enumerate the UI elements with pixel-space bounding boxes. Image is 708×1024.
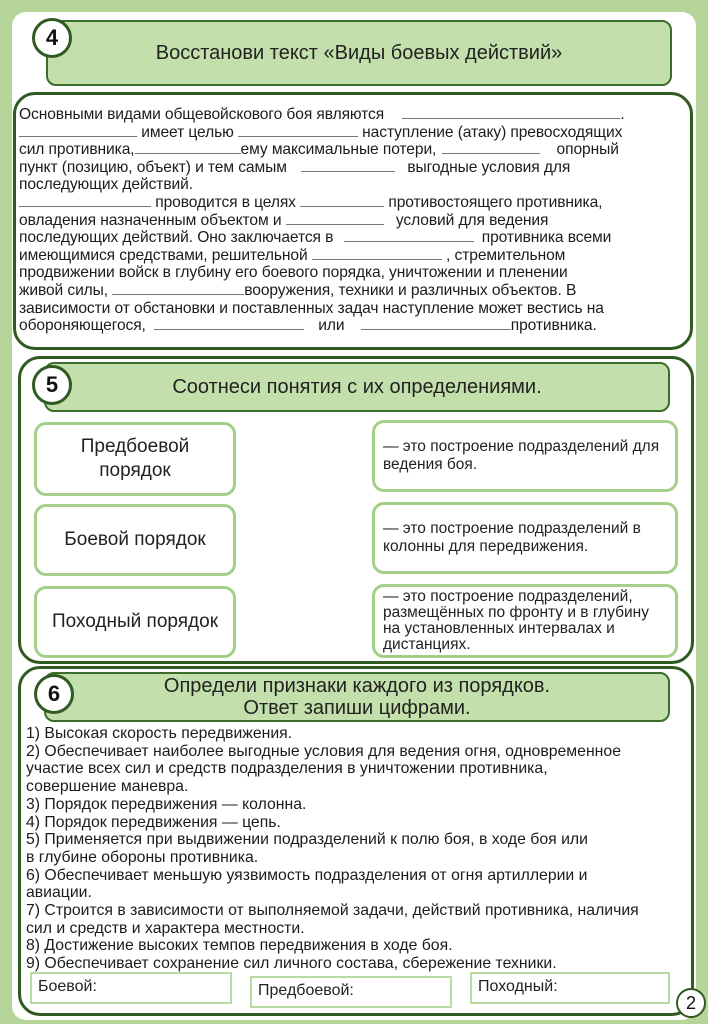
definition-card[interactable] [372, 420, 678, 492]
task4-number: 4 [45, 25, 59, 50]
task6-item: 6) Обеспечивает меньшую уязвимость подразделения от огня артиллерии и [26, 866, 588, 884]
term-card[interactable] [34, 422, 236, 496]
answer-blank[interactable] [442, 142, 540, 154]
term-card[interactable] [34, 586, 236, 658]
definition-text: — это построение подразделений для ведения боя. [383, 438, 660, 473]
task4-line: пункт (позицию, объект) и тем самым выгодные условия для [19, 158, 571, 176]
answer-blank[interactable] [312, 248, 442, 260]
answer-blank[interactable] [19, 125, 137, 137]
task6-item: участие всех сил и средств подразделения в уничтожении противника, [26, 760, 548, 778]
page-number-text: 2 [685, 992, 696, 1013]
definition-text: — это построение подразделений, размещённых по фронту и в глубину на установленных интервалах и дистанциях. [383, 588, 649, 653]
task4-line: обороняющегося, или противника. [19, 317, 597, 335]
task4-line: последующих действий. Оно заключается в противника всеми [19, 229, 612, 247]
task5-title: Соотнеси понятия с их определениями. [172, 376, 542, 398]
task4-text [19, 106, 683, 335]
task6-item: 8) Достижение высоких темпов передвижения в ходе боя. [26, 937, 453, 955]
answer-blank[interactable] [301, 160, 395, 172]
term-card[interactable] [34, 504, 236, 576]
task6-title-line1: Определи признаки каждого из порядков. [163, 675, 551, 697]
task6-item: 9) Обеспечивает сохранение сил личного состава, сбережение техники. [26, 955, 557, 973]
task6-item: 7) Строится в зависимости от выполняемой задачи, действий противника, наличия [26, 902, 639, 920]
answer-blank[interactable] [19, 195, 151, 207]
term-label: Походный порядок [51, 611, 219, 632]
task4-line: зависимости от обстановки и поставленных задач наступление может вестись на [19, 299, 604, 317]
task4-line: проводится в целях противостоящего противника, [19, 194, 683, 212]
answer-blank[interactable] [286, 213, 384, 225]
answer-blank[interactable] [361, 318, 511, 330]
task4-line: Основными видами общевойскового боя являются . [19, 106, 625, 123]
definition-card[interactable] [372, 584, 678, 658]
definition-text: — это построение подразделений в колонны для передвижения. [383, 520, 641, 555]
definition-card[interactable] [372, 502, 678, 574]
task4-number-badge [32, 18, 72, 58]
task4-line: сил противника, ему максимальные потери, опорный [19, 141, 619, 159]
task4-line: продвижении войск в глубину его боевого порядка, уничтожении и пленении [19, 264, 568, 282]
task6-header [44, 672, 670, 722]
task6-number-badge [34, 674, 74, 714]
task5-number: 5 [45, 372, 59, 397]
task4-header [46, 20, 672, 86]
task6-item: в глубине обороны противника. [26, 848, 259, 866]
task6-item: авиации. [26, 884, 92, 902]
answer-blank[interactable] [238, 125, 358, 137]
page-number [676, 988, 706, 1018]
answer-blank[interactable] [112, 283, 244, 295]
task6-item: сил и средств и характера местности. [26, 919, 305, 937]
task4-line: имеет целью наступление (атаку) превосходящих [19, 124, 683, 142]
answer-label: Боевой: [38, 978, 97, 995]
answer-blank[interactable] [344, 230, 474, 242]
answer-blank[interactable] [154, 318, 304, 330]
task5-number-badge [32, 365, 72, 405]
task4-line: имеющимися средствами, решительной , стремительном [19, 246, 566, 264]
task6-title-line2: Ответ запиши цифрами. [243, 697, 471, 719]
task6-number: 6 [47, 681, 61, 706]
answer-blank[interactable] [135, 142, 241, 154]
term-label: Боевой порядок [64, 529, 206, 550]
term-label: Предбоевой порядок [80, 436, 190, 481]
task6-item: 4) Порядок передвижения — цепь. [26, 813, 281, 831]
answer-label: Предбоевой: [258, 982, 354, 999]
task6-list [26, 725, 690, 973]
task6-item: 2) Обеспечивает наиболее выгодные условия для ведения огня, одновременное [26, 742, 621, 760]
answer-blank[interactable] [300, 195, 384, 207]
task5-header [44, 362, 670, 412]
task4-line: живой силы, вооружения, техники и различных объектов. В [19, 281, 577, 299]
answer-box-combat[interactable] [30, 972, 232, 1004]
task4-line: последующих действий. [19, 176, 193, 194]
answer-box-march[interactable] [470, 972, 670, 1004]
task6-item: 1) Высокая скорость передвижения. [26, 725, 293, 742]
answer-blank[interactable] [402, 107, 620, 119]
task6-item: 5) Применяется при выдвижении подразделений к полю боя, в ходе боя или [26, 831, 588, 849]
answer-box-pre-combat[interactable] [250, 976, 452, 1008]
task6-item: 3) Порядок передвижения — колонна. [26, 795, 307, 813]
task6-item: совершение маневра. [26, 778, 189, 796]
answer-label: Походный: [478, 978, 558, 995]
task4-line: овладения назначенным объектом и условий для ведения [19, 211, 549, 229]
task4-title: Восстанови текст «Виды боевых действий» [155, 42, 563, 64]
